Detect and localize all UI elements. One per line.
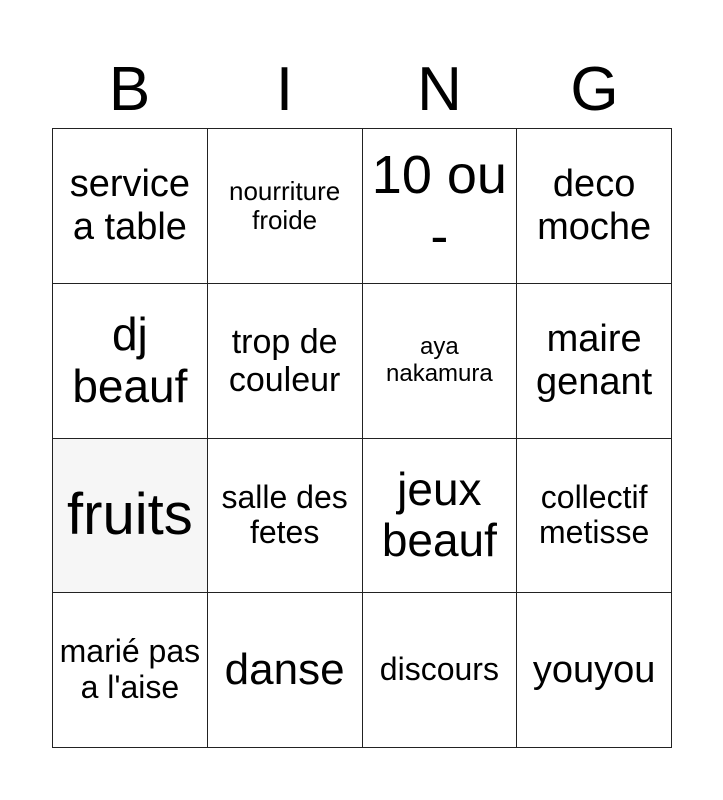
bingo-cell[interactable]: marié pas a l'aise (53, 593, 208, 748)
bingo-cell[interactable]: dj beauf (53, 284, 208, 439)
bingo-cell[interactable]: collectif metisse (517, 439, 672, 594)
bingo-cell[interactable]: discours (363, 593, 518, 748)
bingo-cell[interactable]: danse (208, 593, 363, 748)
bingo-cell[interactable]: nourriture froide (208, 129, 363, 284)
bingo-cell[interactable]: youyou (517, 593, 672, 748)
header-letter-g: G (570, 55, 619, 124)
bingo-cell[interactable]: deco moche (517, 129, 672, 284)
bingo-cell[interactable]: service a table (53, 129, 208, 284)
bingo-card (52, 128, 672, 748)
bingo-cell[interactable]: aya nakamura (363, 284, 518, 439)
bingo-header (52, 52, 672, 128)
bingo-cell[interactable]: trop de couleur (208, 284, 363, 439)
header-letter-n: N (417, 55, 462, 124)
header-letter-b: B (108, 55, 151, 124)
bingo-cell[interactable]: fruits (53, 439, 208, 594)
bingo-cell[interactable]: salle des fetes (208, 439, 363, 594)
header-letter-i: I (275, 55, 294, 124)
bingo-cell[interactable]: jeux beauf (363, 439, 518, 594)
bingo-cell[interactable]: 10 ou - (363, 129, 518, 284)
bingo-cell[interactable]: maire genant (517, 284, 672, 439)
